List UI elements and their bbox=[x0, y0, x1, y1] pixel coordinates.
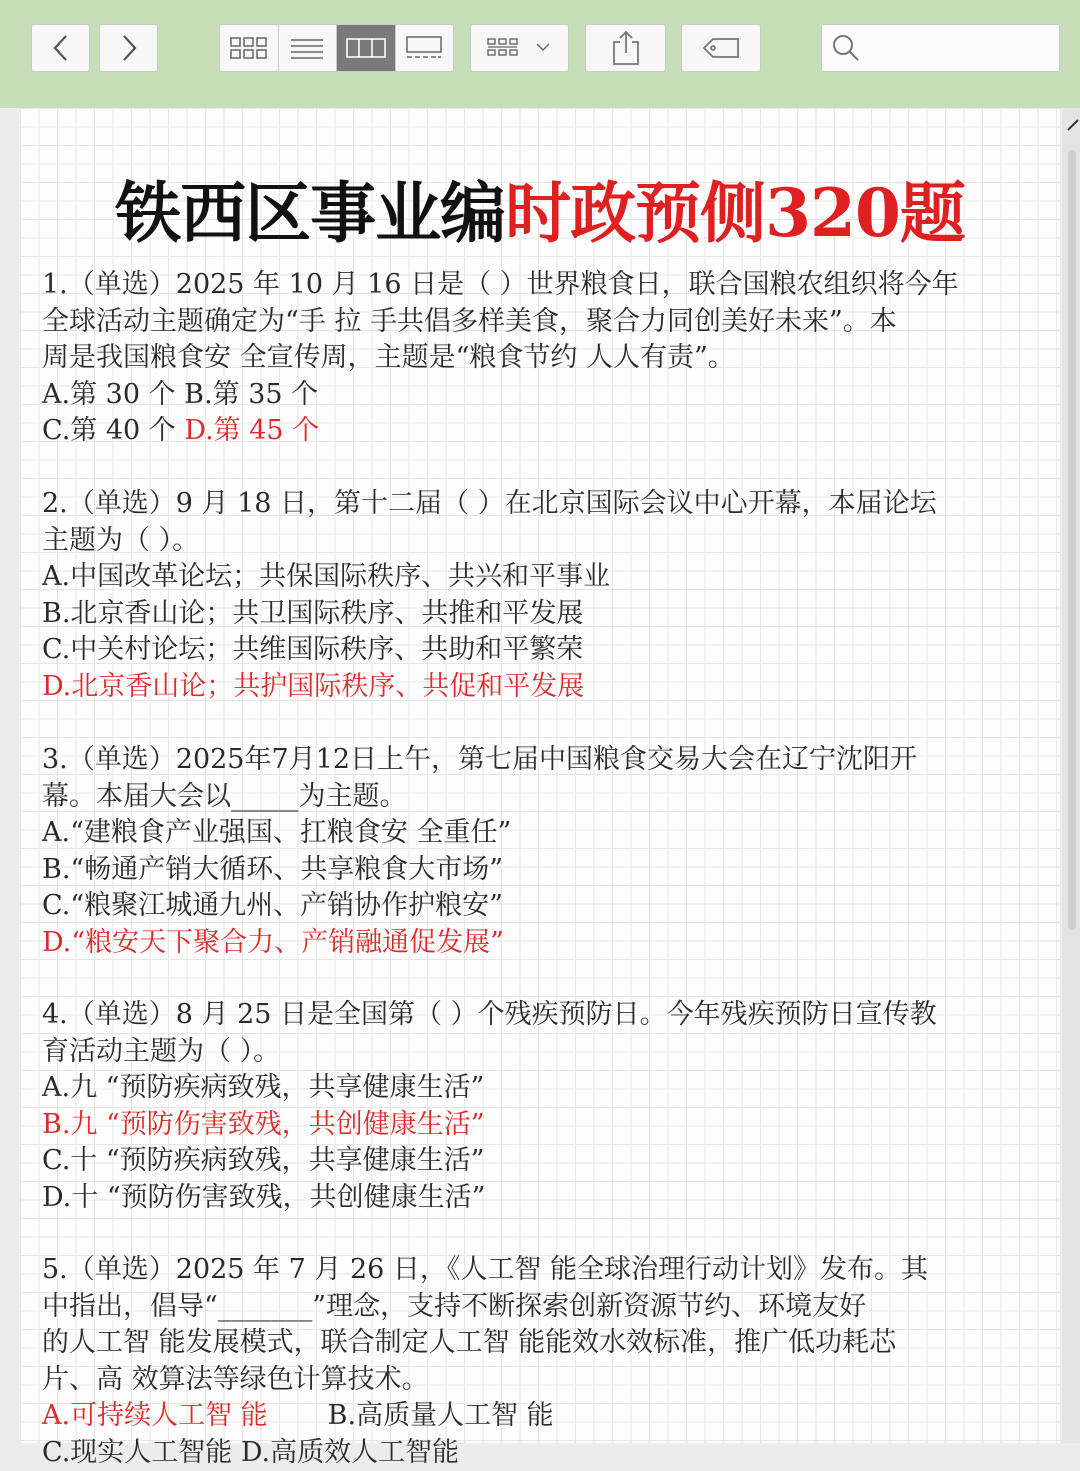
gallery-view-button[interactable] bbox=[396, 25, 454, 71]
answer-option: D.北京香山论；共护国际秩序、共促和平发展 bbox=[42, 669, 1042, 706]
question-text: 中指出，倡导“_______”理念，支持不断探索创新资源节约、环境友好 bbox=[42, 1289, 1042, 1326]
grid-view-icon bbox=[229, 36, 269, 60]
question-4 bbox=[42, 997, 1042, 1216]
question-text: 育活动主题为（ ）。 bbox=[42, 1034, 1042, 1071]
search-input[interactable] bbox=[868, 38, 1059, 59]
search-icon bbox=[832, 34, 860, 62]
list-view-icon bbox=[290, 37, 324, 59]
answer-option: A.可持续人工智 能 bbox=[42, 1400, 268, 1431]
question-5 bbox=[42, 1252, 1042, 1471]
option-b: B.北京香山论；共卫国际秩序、共推和平发展 bbox=[42, 596, 1042, 633]
option-a-b: A.第 30 个 B.第 35 个 bbox=[42, 377, 1042, 414]
back-icon bbox=[51, 33, 71, 63]
tag-button[interactable] bbox=[681, 24, 761, 72]
group-button[interactable] bbox=[470, 24, 569, 72]
question-text: 幕。本届大会以_____为主题。 bbox=[42, 779, 1042, 816]
option-a: A.九 “预防疾病致残，共享健康生活” bbox=[42, 1070, 1042, 1107]
question-1 bbox=[42, 267, 1042, 450]
option-a-b bbox=[42, 1398, 1042, 1435]
question-text: 全球活动主题确定为“手 拉 手共倡多样美食，聚合力同创美好未来”。本 bbox=[42, 304, 1042, 341]
question-text: 的人工智 能发展模式，联合制定人工智 能能效水效标准，推广低功耗芯 bbox=[42, 1325, 1042, 1362]
note-page[interactable] bbox=[20, 108, 1060, 1443]
option-c: C.十 “预防疾病致残，共享健康生活” bbox=[42, 1143, 1042, 1180]
question-text: 主题为（ ）。 bbox=[42, 523, 1042, 560]
toolbar bbox=[0, 0, 1080, 108]
question-text: 片、高 效算法等绿色计算技术。 bbox=[42, 1362, 1042, 1399]
option-d: D.十 “预防伤害致残，共创健康生活” bbox=[42, 1180, 1042, 1217]
answer-option: B.九 “预防伤害致残，共创健康生活” bbox=[42, 1107, 1042, 1144]
answer-option: D.“粮安天下聚合力、产销融通促发展” bbox=[42, 925, 1042, 962]
option-c: C.“粮聚江城通九州、产销协作护粮安” bbox=[42, 888, 1042, 925]
view-mode-switcher bbox=[219, 24, 454, 72]
option-a: A.中国改革论坛；共保国际秩序、共兴和平事业 bbox=[42, 559, 1042, 596]
question-text: 1.（单选）2025 年 10 月 16 日是（ ）世界粮食日，联合国粮农组织将今年 bbox=[42, 267, 1042, 304]
option-c: C.中关村论坛；共维国际秩序、共助和平繁荣 bbox=[42, 632, 1042, 669]
forward-button[interactable] bbox=[99, 24, 158, 72]
question-3 bbox=[42, 742, 1042, 961]
option-c-d-cut: C.现实人工智能 D.高质效人工智能 bbox=[42, 1435, 1042, 1471]
search-box[interactable] bbox=[821, 24, 1060, 72]
option-a: A.“建粮食产业强国、扛粮食安 全重任” bbox=[42, 815, 1042, 852]
option-c: C.第 40 个 bbox=[42, 415, 176, 446]
group-icon bbox=[485, 36, 555, 60]
share-button[interactable] bbox=[585, 24, 666, 72]
list-view-button[interactable] bbox=[279, 25, 338, 71]
forward-icon bbox=[119, 33, 139, 63]
scrollbar-thumb[interactable] bbox=[1068, 150, 1076, 930]
question-text: 周是我国粮食安 全宣传周，主题是“粮食节约 人人有责”。 bbox=[42, 340, 1042, 377]
question-text: 2.（单选）9 月 18 日，第十二届（ ）在北京国际会议中心开幕，本届论坛 bbox=[42, 486, 1042, 523]
gallery-view-icon bbox=[404, 36, 444, 60]
column-view-button[interactable] bbox=[337, 25, 396, 71]
title-red: 时政预侧320题 bbox=[505, 174, 965, 252]
grid-view-button[interactable] bbox=[220, 25, 279, 71]
question-text: 3.（单选）2025年7月12日上午，第七届中国粮食交易大会在辽宁沈阳开 bbox=[42, 742, 1042, 779]
back-button[interactable] bbox=[31, 24, 90, 72]
tag-icon bbox=[701, 36, 741, 60]
title-black: 铁西区事业编 bbox=[115, 174, 505, 252]
page-title bbox=[20, 160, 1060, 255]
option-c-d bbox=[42, 413, 1042, 450]
question-2 bbox=[42, 486, 1042, 705]
option-b: B.高质量人工智 能 bbox=[328, 1400, 554, 1431]
option-b: B.“畅通产销大循环、共享粮食大市场” bbox=[42, 852, 1042, 889]
answer-option: D.第 45 个 bbox=[184, 415, 319, 446]
column-view-icon bbox=[346, 37, 386, 59]
question-text: 5.（单选）2025 年 7 月 26 日，《人工智 能全球治理行动计划》发布。其 bbox=[42, 1252, 1042, 1289]
question-text: 4.（单选）8 月 25 日是全国第（ ）个残疾预防日。今年残疾预防日宣传教 bbox=[42, 997, 1042, 1034]
share-icon bbox=[611, 30, 641, 66]
resize-corner-icon bbox=[1066, 118, 1080, 132]
